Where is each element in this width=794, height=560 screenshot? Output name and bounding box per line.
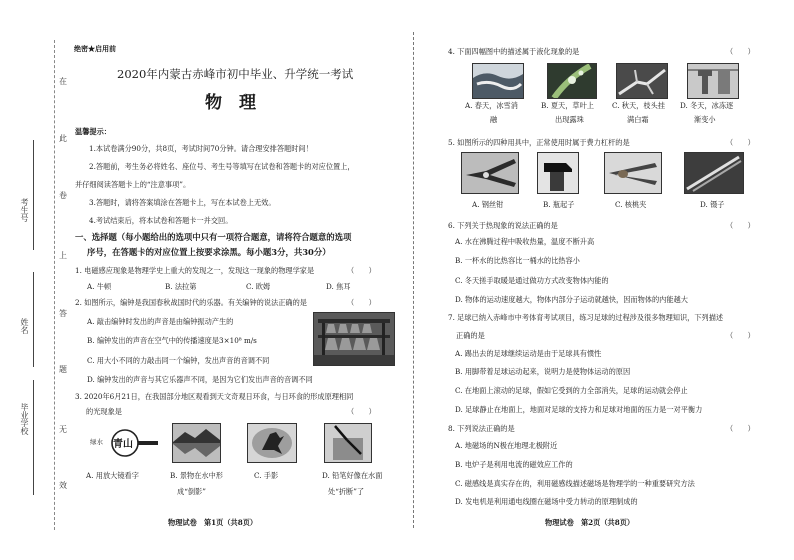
dew-on-grass-image xyxy=(547,63,597,99)
q2-option-c: C. 用大小不同的力敲击同一个编钟，发出声音的音调不同 xyxy=(87,356,270,365)
answer-paren: （ ） xyxy=(347,407,376,416)
tips-title: 温馨提示： xyxy=(75,127,111,136)
q3-caption-d: D. 铅笔好像在水面 xyxy=(322,471,383,480)
q8-option-c: C. 磁感线是真实存在的，利用磁感线描述磁场是物理学的一种重要研究方法 xyxy=(455,479,695,488)
q3-caption-c: C. 手影 xyxy=(254,471,279,480)
tip-line: 3.答题时，请将答案填涂在答题卡上，写在本试卷上无效。 xyxy=(89,198,276,207)
water-reflection-image xyxy=(172,423,221,463)
hand-shadow-image xyxy=(247,423,297,463)
binding-char: 此 xyxy=(59,134,67,143)
question-6-stem: 6. 下列关于热现象的说法正确的是 xyxy=(448,221,558,230)
magnifier-image xyxy=(90,428,160,462)
frost-on-branch-image xyxy=(616,63,668,99)
nutcracker-image xyxy=(604,152,662,194)
q7-option-c: C. 在地面上滚动的足球，假如它受到的力全部消失，足球的运动就会停止 xyxy=(455,386,688,395)
right-page-footer: 物理试卷 第2页（共8页） xyxy=(545,518,635,527)
binding-char: 在 xyxy=(59,77,67,86)
q1-option-b: B. 法拉第 xyxy=(165,282,197,291)
sign-text-left: 绿水 xyxy=(90,438,103,446)
q7-option-d: D. 足球静止在地面上，地面对足球的支持力和足球对地面的压力是一对平衡力 xyxy=(455,405,703,414)
section-heading-cont: 序号，在答题卡的对应位置上按要求涂黑。每小题3分，共30分） xyxy=(87,247,331,257)
exam-title: 2020年内蒙古赤峰市初中毕业、升学统一考试 xyxy=(117,67,354,81)
binding-char: 效 xyxy=(59,481,67,490)
q4-caption-a: A. 春天，冰雪消 xyxy=(465,101,518,110)
q2-option-d: D. 编钟发出的声音与其它乐器声不同，是因为它们发出声音的音调不同 xyxy=(87,375,313,384)
q8-option-a: A. 地磁场的N极在地理北极附近 xyxy=(455,441,558,450)
question-2-stem: 2. 如图所示，编钟是我国春秋战国时代的乐器。有关编钟的说法正确的是 xyxy=(75,298,307,307)
q3-caption-b-cont: 成“倒影” xyxy=(177,487,206,496)
tweezers-image xyxy=(684,152,744,194)
name-label: 姓名 xyxy=(20,318,29,334)
candidate-number-label: 考生号 xyxy=(20,198,29,222)
question-5-stem: 5. 如图所示的四种用具中，正常使用时属于费力杠杆的是 xyxy=(448,138,630,147)
binding-char: 上 xyxy=(59,251,67,260)
section-heading: 一、选择题（每小题给出的选项中只有一项符合题意，请将符合题意的选项 xyxy=(75,232,352,242)
q4-caption-d: D. 冬天，冰冻逐 xyxy=(680,101,734,110)
q7-option-a: A. 踢出去的足球继续运动是由于足球具有惯性 xyxy=(455,349,602,358)
q1-option-a: A. 牛顿 xyxy=(87,282,112,291)
question-3-stem-cont: 的光现象是 xyxy=(86,407,122,416)
subject-title: 物 理 xyxy=(205,93,256,113)
answer-paren: （ ） xyxy=(726,47,755,56)
tip-line: 1.本试卷满分90分，共8页，考试时间70分钟。请合理安排答题时间！ xyxy=(89,144,313,153)
q4-caption-c-cont: 满白霜 xyxy=(627,115,649,124)
answer-paren: （ ） xyxy=(347,266,376,275)
binding-char: 答 xyxy=(59,309,67,318)
q4-caption-c: C. 秋天，枝头挂 xyxy=(612,101,665,110)
tip-line: 2.答题前，考生务必将姓名、座位号、考生号等填写在试卷和答题卡的对应位置上， xyxy=(89,162,355,171)
name-blank[interactable] xyxy=(33,272,34,367)
bottle-opener-image xyxy=(537,152,579,194)
sign-text-magnified: 青山 xyxy=(113,439,133,450)
page-divider xyxy=(413,32,414,528)
q4-caption-b: B. 夏天，草叶上 xyxy=(541,101,594,110)
question-7-stem-cont: 正确的是 xyxy=(456,331,485,340)
left-page-footer: 物理试卷 第1页（共8页） xyxy=(168,518,258,527)
pencil-in-water-image xyxy=(324,423,372,463)
frozen-clothes-image xyxy=(687,63,739,99)
q5-option-a: A. 钢丝钳 xyxy=(472,200,504,209)
question-8-stem: 8. 下列说法正确的是 xyxy=(448,424,515,433)
q2-option-a: A. 敲击编钟时发出的声音是由编钟振动产生的 xyxy=(87,317,234,326)
answer-paren: （ ） xyxy=(726,138,755,147)
q6-option-a: A. 水在沸腾过程中吸收热量，温度不断升高 xyxy=(455,237,595,246)
answer-paren: （ ） xyxy=(726,221,755,230)
q8-option-b: B. 电炉子是利用电流的磁效应工作的 xyxy=(455,460,573,469)
q3-caption-b: B. 景物在水中形 xyxy=(170,471,223,480)
tip-line: 4.考试结束后，将本试卷和答题卡一并交回。 xyxy=(89,216,233,225)
binding-char: 题 xyxy=(59,365,67,374)
q1-option-d: D. 焦耳 xyxy=(326,282,351,291)
question-4-stem: 4. 下面四幅图中的描述属于液化现象的是 xyxy=(448,47,580,56)
question-3-stem: 3. 2020年6月21日，在我国部分地区观看到天文奇观日环食，与日环食的形成原理相同 xyxy=(75,392,354,401)
q4-caption-b-cont: 出现露珠 xyxy=(555,115,584,124)
binding-dashed-line xyxy=(54,40,55,530)
question-7-stem: 7. 足球已纳入赤峰市中考体育考试项目，练习足球的过程涉及很多物理知识，下列描述 xyxy=(448,313,724,322)
q5-option-b: B. 瓶起子 xyxy=(543,200,575,209)
q6-option-d: D. 物体的运动速度越大，物体内部分子运动就越快，因而物体的内能越大 xyxy=(455,295,688,304)
school-blank[interactable] xyxy=(33,380,34,495)
q5-option-d: D. 镊子 xyxy=(700,200,725,209)
melting-snow-image xyxy=(472,63,524,99)
q3-caption-a: A. 用放大镜看字 xyxy=(86,471,139,480)
answer-paren: （ ） xyxy=(726,424,755,433)
answer-paren: （ ） xyxy=(347,298,376,307)
wire-pliers-image xyxy=(461,152,519,194)
secret-mark: 绝密★启用前 xyxy=(74,44,116,53)
school-label: 毕业学校 xyxy=(20,403,29,435)
binding-char: 卷 xyxy=(59,191,67,200)
q3-caption-d-cont: 处“折断”了 xyxy=(328,487,365,496)
q7-option-b: B. 用脚带着足球运动起来，说明力是使物体运动的原因 xyxy=(455,367,631,376)
question-1-stem: 1. 电磁感应现象是物理学史上重大的发现之一，发现这一现象的物理学家是 xyxy=(75,266,315,275)
q6-option-c: C. 冬天搓手取暖是通过做功方式改变物体内能的 xyxy=(455,276,609,285)
answer-paren: （ ） xyxy=(726,331,755,340)
q4-caption-d-cont: 渐变小 xyxy=(694,115,716,124)
binding-char: 无 xyxy=(59,425,67,434)
q2-option-b: B. 编钟发出的声音在空气中的传播速度是3×10⁸ m/s xyxy=(87,336,257,345)
q5-option-c: C. 核桃夹 xyxy=(615,200,647,209)
q1-option-c: C. 欧姆 xyxy=(246,282,271,291)
tip-line: 并仔细阅读答题卡上的“注意事项”。 xyxy=(75,180,191,189)
q8-option-d: D. 发电机是利用通电线圈在磁场中受力转动的原理制成的 xyxy=(455,497,638,506)
candidate-number-blank[interactable] xyxy=(33,140,34,250)
q4-caption-a-cont: 融 xyxy=(490,115,498,124)
bianzhong-bells-image xyxy=(313,312,395,366)
q6-option-b: B. 一杯水的比热容比一桶水的比热容小 xyxy=(455,256,580,265)
